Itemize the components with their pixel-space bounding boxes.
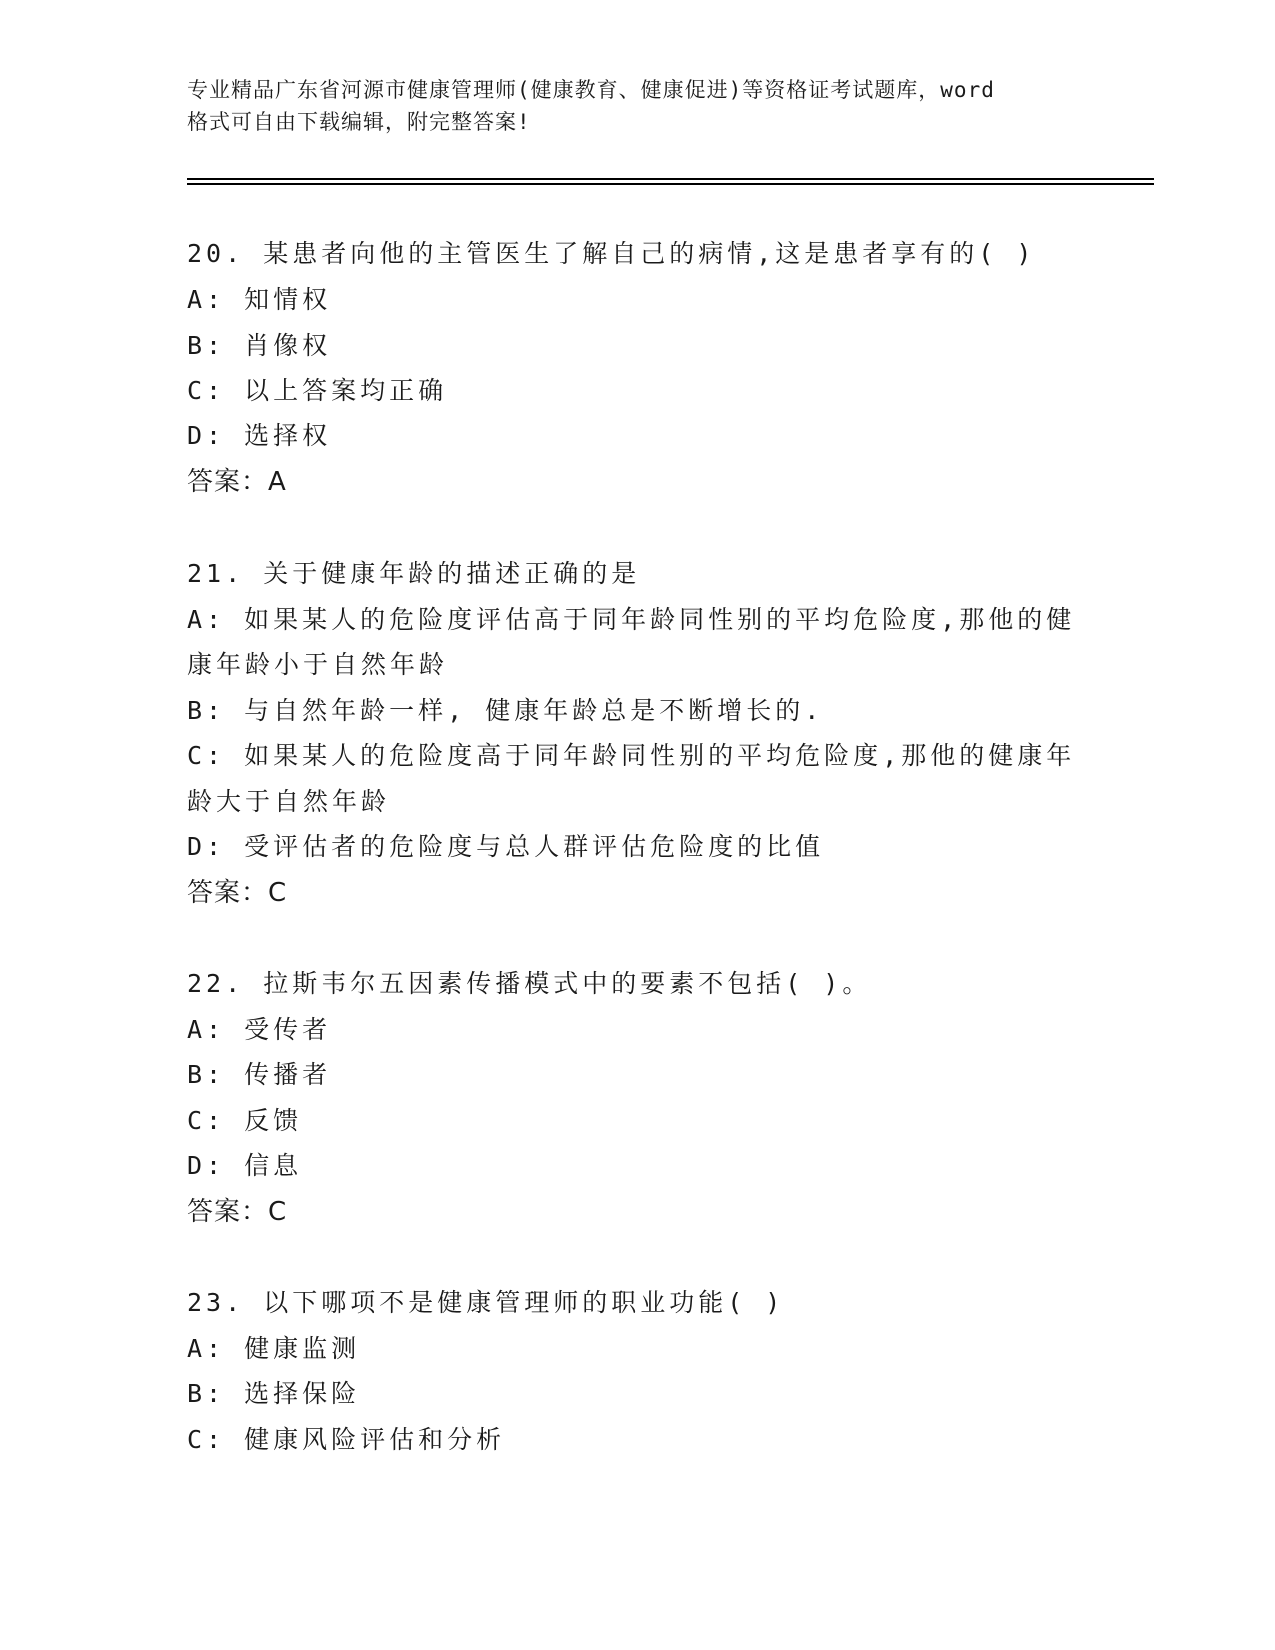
question-21-option-d: D: 受评估者的危险度与总人群评估危险度的比值: [187, 832, 825, 861]
question-23-stem: 23. 以下哪项不是健康管理师的职业功能( ): [187, 1288, 785, 1317]
question-21-option-a-cont: 康年龄小于自然年龄: [187, 650, 449, 679]
question-22-option-b: B: 传播者: [187, 1060, 332, 1089]
question-20-option-c: C: 以上答案均正确: [187, 376, 448, 405]
question-21-stem: 21. 关于健康年龄的描述正确的是: [187, 559, 641, 588]
question-22-option-a: A: 受传者: [187, 1015, 332, 1044]
question-21-answer: 答案：C: [187, 878, 288, 908]
question-20-stem: 20. 某患者向他的主管医生了解自己的病情,这是患者享有的( ): [187, 239, 1036, 268]
question-22-option-c: C: 反馈: [187, 1106, 303, 1135]
question-20-answer: 答案：A: [187, 467, 287, 497]
header-divider-bottom: [187, 183, 1154, 185]
document-header: [187, 74, 1087, 138]
question-21-option-a: A: 如果某人的危险度评估高于同年龄同性别的平均危险度,那他的健: [187, 605, 1076, 634]
question-21-option-b: B: 与自然年龄一样, 健康年龄总是不断增长的.: [187, 696, 824, 725]
question-22-answer: 答案：C: [187, 1197, 288, 1227]
question-21-option-c-cont: 龄大于自然年龄: [187, 787, 391, 816]
question-23-option-a: A: 健康监测: [187, 1334, 361, 1363]
question-23-option-b: B: 选择保险: [187, 1379, 361, 1408]
question-20-option-a: A: 知情权: [187, 285, 332, 314]
header-divider-top: [187, 178, 1154, 180]
question-23-option-c: C: 健康风险评估和分析: [187, 1425, 506, 1454]
question-21-option-c: C: 如果某人的危险度高于同年龄同性别的平均危险度,那他的健康年: [187, 741, 1076, 770]
question-22-stem: 22. 拉斯韦尔五因素传播模式中的要素不包括( )。: [187, 969, 872, 998]
question-20-option-d: D: 选择权: [187, 421, 332, 450]
question-20-option-b: B: 肖像权: [187, 331, 332, 360]
question-22-option-d: D: 信息: [187, 1151, 303, 1180]
header-line-2: 格式可自由下载编辑，附完整答案!: [187, 110, 531, 134]
header-line-1: 专业精品广东省河源市健康管理师(健康教育、健康促进)等资格证考试题库，word: [187, 78, 995, 102]
